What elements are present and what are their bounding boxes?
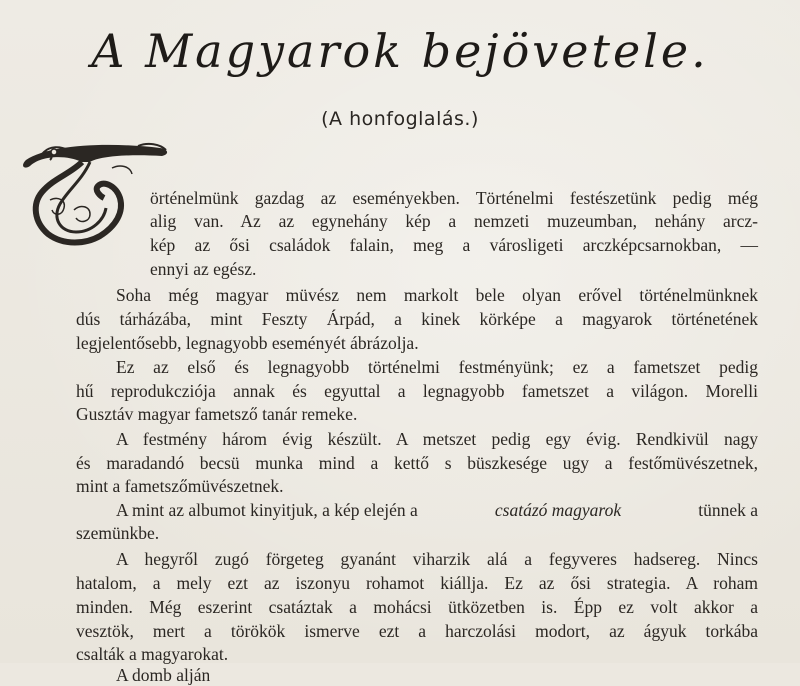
text-line: A domb alján <box>116 665 211 685</box>
text-line-mixed <box>116 499 758 521</box>
text-line: dús tárházába, mint Feszty Árpád, a kinek körképe a magyarok történetének <box>76 309 758 329</box>
text-line: Gusztáv magyar fametsző tanár remeke. <box>76 404 358 424</box>
text-line: hatalom, a mely ezt az iszonyu rohamot kiállja. Ez az ősi strategia. A roham <box>76 573 758 593</box>
text-line: kép az ősi családok falain, meg a városligeti arczképcsarnokban, — <box>150 235 758 255</box>
italic-phrase: csatázó magyarok <box>494 500 622 520</box>
text-line: szemünkbe. <box>76 523 160 543</box>
text-line: és maradandó becsü munka mind a kettő s büszkesége ugy a festőmüvészetnek, <box>76 453 758 473</box>
page-title: A Magyarok bejövetele. <box>91 24 709 78</box>
text-line: A festmény három évig készült. A metszet pedig egy évig. Rendkivül nagy <box>116 429 758 449</box>
text-line: alig van. Az az egynehány kép a nemzeti muzeumban, nehány arcz- <box>150 211 758 231</box>
text-line: Ez az első és legnagyobb történelmi festményünk; ez a fametszet pedig <box>116 357 758 377</box>
text-line: csalták a magyarokat. <box>76 644 229 664</box>
decorative-initial-t <box>20 140 170 250</box>
text-line: örténelmünk gazdag az eseményekben. Történelmi festészetünk pedig még <box>150 188 758 208</box>
text-line: ennyi az egész. <box>150 259 257 279</box>
text-line: vesztök, mert a törökök ismerve ezt a harczolási modort, az ágyuk torkába <box>76 621 758 641</box>
text-segment: A mint az albumot kinyitjuk, a kép elején a <box>116 500 418 520</box>
text-line: A hegyről zugó förgeteg gyanánt viharzik alá a fegyveres hadsereg. Nincs <box>116 549 758 569</box>
page-subtitle: (A honfoglalás.) <box>321 108 479 130</box>
text-line: hű reprodukcziója annak és egyuttal a legnagyobb fametszet a világon. Morelli <box>76 381 758 401</box>
text-line: minden. Még eszerint csatáztak a mohácsi ütközetben is. Épp ez volt akkor a <box>76 597 758 617</box>
text-line: mint a fametszőmüvészetnek. <box>76 476 284 496</box>
text-segment: tünnek a <box>698 500 758 520</box>
text-line: Soha még magyar müvész nem markolt bele olyan erővel történelmünknek <box>116 285 758 305</box>
text-line: legjelentősebb, legnagyobb eseményét ábrázolja. <box>76 333 419 353</box>
